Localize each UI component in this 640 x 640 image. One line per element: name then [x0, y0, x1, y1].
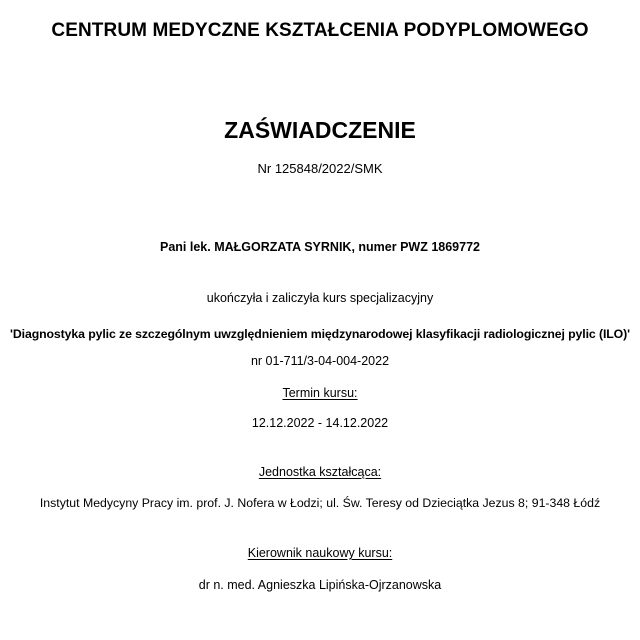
term-dates: 12.12.2022 - 14.12.2022	[251, 416, 389, 430]
document-number: Nr 125848/2022/SMK	[257, 161, 383, 176]
completion-statement: ukończyła i zaliczyła kurs specjalizacyjny	[206, 291, 434, 305]
head-label-row	[0, 546, 640, 560]
term-label-row	[0, 386, 640, 400]
recipient-line: Pani lek. MAŁGORZATA SYRNIK, numer PWZ 1869772	[160, 240, 480, 254]
institution-name: CENTRUM MEDYCZNE KSZTAŁCENIA PODYPLOMOWEGO	[51, 20, 589, 41]
document-title: ZAŚWIADCZENIE	[224, 117, 416, 143]
unit-label-row	[0, 465, 640, 479]
scientific-head-name: dr n. med. Agnieszka Lipińska-Ojrzanowska	[198, 578, 442, 592]
scientific-head-label: Kierownik naukowy kursu:	[247, 546, 393, 560]
course-number: nr 01-711/3-04-004-2022	[250, 354, 390, 368]
course-name: 'Diagnostyka pylic ze szczególnym uwzględnieniem międzynarodowej klasyfikacji radiologicznej pylic (ILO)'	[10, 327, 630, 341]
unit-label: Jednostka kształcąca:	[258, 465, 382, 479]
term-label: Termin kursu:	[282, 386, 358, 400]
unit-value: Instytut Medycyny Pracy im. prof. J. Nofera w Łodzi; ul. Św. Teresy od Dzieciątka Jezus 8; 91-348 Łódź	[39, 496, 601, 510]
